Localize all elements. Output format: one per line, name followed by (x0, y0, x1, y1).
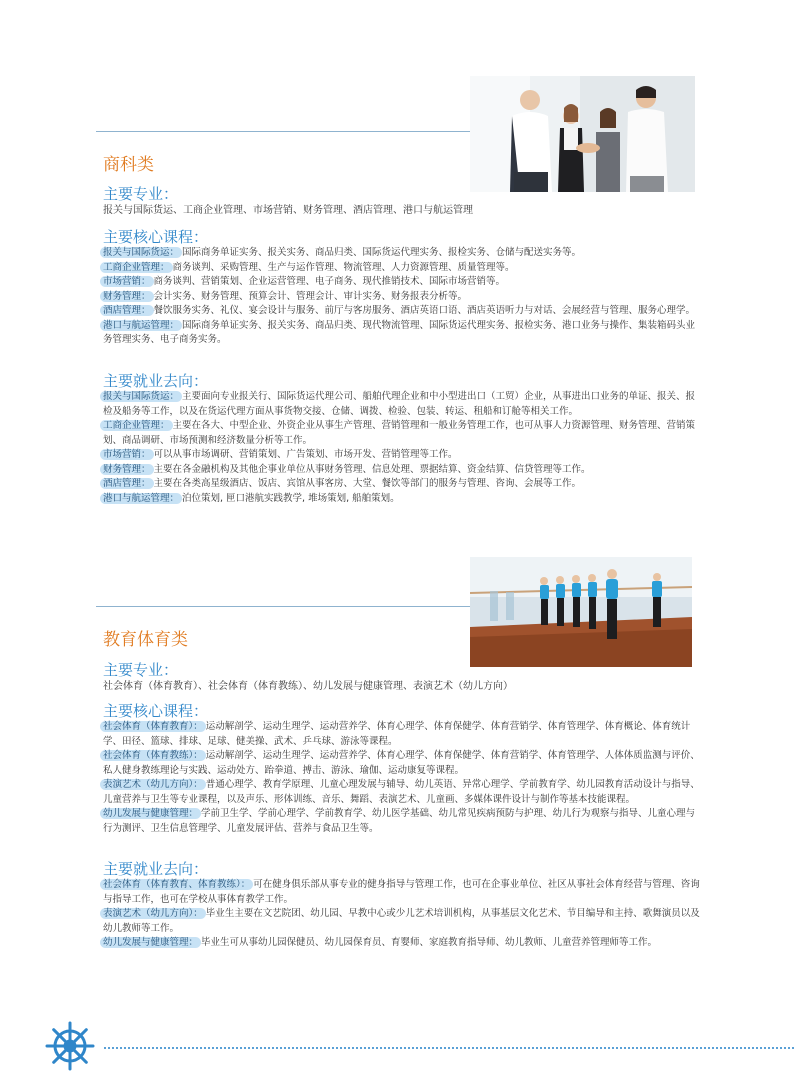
education-jobs-list (103, 878, 703, 951)
job-label: 幼儿发展与健康管理： (100, 937, 201, 948)
job-text: 主要面向专业报关行、国际货运代理公司、船舶代理企业和中小型进出口（工贸）企业，从事进出口业务的单证、报关、报检及船务等工作，以及在货运代理方面从事货物交接、仓储、调拨、检验、包装、转运、租船和订舱等相关工作。 (103, 391, 696, 417)
business-handshake-photo (470, 76, 695, 192)
course-text: 普通心理学、教育学原理、儿童心理发展与辅导、幼儿英语、异常心理学、学前教育学、幼儿园教育活动设计与指导、儿童营养与卫生等专业课程，以及声乐、形体训练、音乐、舞蹈、表演艺术、儿童画、多媒体课件设计与制作等基本技能课程。 (103, 779, 700, 805)
business-courses-list (103, 246, 703, 348)
job-label: 工商企业管理： (100, 420, 173, 431)
course-text: 餐饮服务实务、礼仪、宴会设计与服务、前厅与客房服务、酒店英语口语、酒店英语听力与对话、会展经营与管理、服务心理学。 (153, 305, 696, 316)
education-courses-heading: 主要核心课程： (103, 702, 209, 720)
job-entry (103, 390, 703, 419)
job-text: 毕业生主要在文艺院团、幼儿园、早教中心或少儿艺术培训机构，从事基层文化艺术、节目编导和主持、歌舞演员以及幼儿教师等工作。 (103, 908, 700, 934)
course-entry (103, 807, 703, 836)
business-divider-line (96, 131, 476, 132)
job-entry (103, 492, 703, 507)
job-label: 财务管理： (100, 464, 154, 475)
job-text: 泊位策划, 匣口港航实践教学, 堆场策划, 船舶策划。 (182, 492, 400, 504)
course-entry (103, 275, 703, 290)
education-majors-text: 社会体育（体育教育）、社会体育（体育教练）、幼儿发展与健康管理、表演艺术（幼儿方向） (103, 681, 513, 692)
job-text: 主要在各大、中型企业、外资企业从事生产管理、营销管理和一般业务管理工作，也可从事人力资源管理、财务管理、营销策划、商品调研、市场预测和经济数量分析等工作。 (103, 420, 696, 446)
job-label: 港口与航运管理： (100, 493, 182, 504)
education-courses-list (103, 720, 703, 836)
course-text: 学前卫生学、学前心理学、学前教育学、幼儿医学基础、幼儿常见疾病预防与护理、幼儿行为观察与指导、儿童心理与行为测评、卫生信息管理学、儿童发展评估、营养与食品卫生等。 (103, 808, 696, 834)
job-label: 报关与国际货运： (100, 391, 182, 402)
course-text: 商务谈判、营销策划、企业运营管理、电子商务、现代推销技术、国际市场营销等。 (153, 276, 506, 287)
job-text: 主要在各金融机构及其他企事业单位从事财务管理、信息处理、票据结算、资金结算、信贷管理等工作。 (153, 463, 591, 475)
job-text: 可在健身俱乐部从事专业的健身指导与管理工作，也可在企事业单位、社区从事社会体育经营与管理、咨询与指导工作，也可在学校从事体育教学工作。 (103, 879, 700, 905)
job-label: 市场营销： (100, 449, 154, 460)
ship-wheel-icon (44, 1020, 96, 1076)
course-label: 工商企业管理： (100, 262, 173, 273)
course-entry (103, 304, 703, 319)
course-entry (103, 720, 703, 749)
course-text: 商务谈判、采购管理、生产与运作管理、物流管理、人力资源管理、质量管理等。 (172, 261, 515, 273)
course-entry (103, 778, 703, 807)
education-majors-heading: 主要专业： (103, 661, 179, 679)
business-title: 商科类 (103, 155, 154, 175)
job-label: 社会体育（体育教育、体育教练）： (100, 879, 253, 890)
education-divider-line (96, 606, 476, 607)
course-entry (103, 290, 703, 305)
education-jobs-heading: 主要就业去向： (103, 860, 209, 878)
course-label: 市场营销： (100, 276, 154, 287)
business-jobs-list (103, 390, 703, 506)
job-entry (103, 477, 703, 492)
course-label: 报关与国际货运： (100, 247, 182, 258)
course-label: 酒店管理： (100, 305, 154, 316)
business-majors-heading: 主要专业： (103, 185, 179, 203)
course-label: 表演艺术（幼儿方向）： (100, 779, 206, 790)
job-entry (103, 448, 703, 463)
course-entry (103, 749, 703, 778)
job-text: 可以从事市场调研、营销策划、广告策划、市场开发、营销管理等工作。 (153, 449, 458, 460)
business-courses-heading: 主要核心课程： (103, 228, 209, 246)
job-label: 酒店管理： (100, 478, 154, 489)
course-text: 运动解剖学、运动生理学、运动营养学、体育心理学、体育保健学、体育营销学、体育管理学、人体体质监测与评价、私人健身教练理论与实践、运动处方、跆拳道、搏击、游泳、瑜伽、运动康复等课程。 (103, 750, 700, 776)
job-text: 主要在各类高星级酒店、饭店、宾馆从事客房、大堂、餐饮等部门的服务与管理、咨询、会展等工作。 (153, 478, 582, 489)
education-dance-class-photo (470, 557, 692, 667)
course-label: 社会体育（体育教育）： (100, 721, 206, 732)
course-label: 社会体育（体育教练）： (100, 750, 206, 761)
business-majors-text: 报关与国际货运、工商企业管理、市场营销、财务管理、酒店管理、港口与航运管理 (103, 205, 473, 216)
course-label: 财务管理： (100, 291, 154, 302)
course-text: 会计实务、财务管理、预算会计、管理会计、审计实务、财务报表分析等。 (153, 290, 468, 302)
job-entry (103, 936, 703, 951)
job-entry (103, 463, 703, 478)
course-label: 幼儿发展与健康管理： (100, 808, 201, 819)
course-text: 国际商务单证实务、报关实务、商品归类、现代物流管理、国际货运代理实务、报检实务、港口业务与操作、集装箱码头业务管理实务、电子商务实务。 (103, 319, 696, 345)
course-entry (103, 319, 703, 348)
course-label: 港口与航运管理： (100, 320, 182, 331)
job-label: 表演艺术（幼儿方向）： (100, 908, 206, 919)
course-entry (103, 246, 703, 261)
job-text: 毕业生可从事幼儿园保健员、幼儿园保育员、育婴师、家庭教育指导师、幼儿教师、儿童营养管理师等工作。 (201, 937, 658, 948)
education-title: 教育体育类 (103, 630, 188, 650)
course-text: 国际商务单证实务、报关实务、商品归类、国际货运代理实务、报检实务、仓储与配送实务等。 (182, 247, 582, 258)
job-entry (103, 878, 703, 907)
course-entry (103, 261, 703, 276)
course-text: 运动解剖学、运动生理学、运动营养学、体育心理学、体育保健学、体育营销学、体育管理学、体育概论、体育统计学、田径、篮球、排球、足球、健美操、武术、乒乓球、游泳等课程。 (103, 721, 691, 747)
business-jobs-heading: 主要就业去向： (103, 372, 209, 390)
footer-dotted-line (104, 1047, 794, 1049)
job-entry (103, 907, 703, 936)
job-entry (103, 419, 703, 448)
